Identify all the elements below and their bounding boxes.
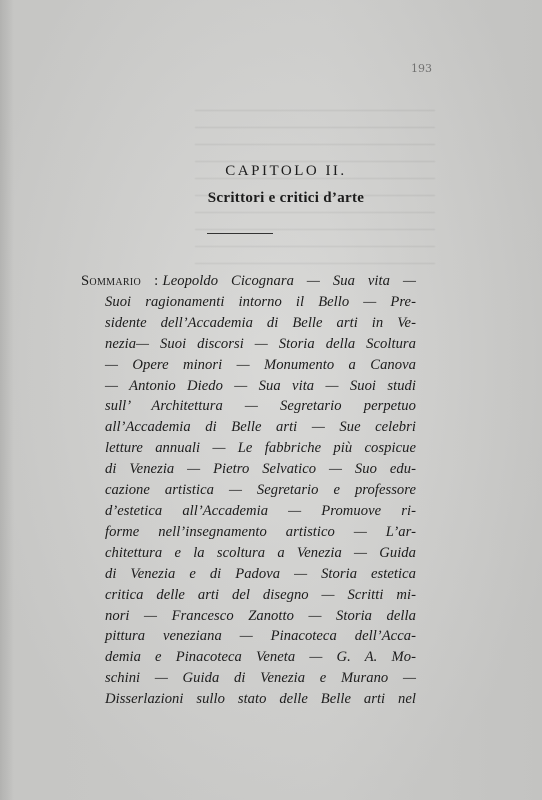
summary-line: Disserlazioni sullo stato delle Belle arti nel (105, 691, 416, 708)
summary-line: demia e Pinacoteca Veneta — G. A. Mo- (105, 649, 416, 666)
summary-line: forme nell’insegnamento artistico — L’ar- (105, 523, 416, 540)
summary-line: di Venezia e di Padova — Storia estetica (105, 565, 416, 582)
title-rule (207, 233, 273, 234)
summary-line (81, 271, 416, 292)
summary-line: nori — Francesco Zanotto — Storia della (105, 607, 416, 624)
summary-line-text: Leopoldo Cicognara — Sua vita — (162, 273, 416, 289)
summary-line: nezia— Suoi discorsi — Storia della Scoltura (105, 335, 416, 352)
summary-line: pittura veneziana — Pinacoteca dell’Acca- (105, 628, 416, 645)
chapter-title: CAPITOLO II. (225, 163, 347, 179)
summary-line: sull’ Architettura — Segretario perpetuo (105, 398, 416, 415)
chapter-subtitle: Scrittori e critici d’arte (207, 190, 365, 206)
page-number: 193 (411, 62, 432, 75)
summary-line: sidente dell’Accademia di Belle arti in Ve- (105, 314, 416, 331)
summary-label: Sommario : (81, 273, 159, 289)
summary-line: all’Accademia di Belle arti — Sue celebri (105, 419, 416, 436)
summary-line: critica delle arti del disegno — Scritti mi- (105, 586, 416, 603)
summary-line: schini — Guida di Venezia e Murano — (105, 670, 416, 687)
summary-line: cazione artistica — Segretario e professore (105, 482, 416, 499)
summary-line: Suoi ragionamenti intorno il Bello — Pre- (105, 293, 416, 310)
summary-line: chitettura e la scoltura a Venezia — Guida (105, 544, 416, 561)
summary-line: letture annuali — Le fabbriche più cospicue (105, 440, 416, 457)
summary-line: — Opere minori — Monumento a Canova (105, 356, 416, 373)
summary-line: d’estetica all’Accademia — Promuove ri- (105, 502, 416, 519)
summary-line: — Antonio Diedo — Sua vita — Suoi studi (105, 377, 416, 394)
chapter-summary (81, 271, 416, 710)
summary-line: di Venezia — Pietro Selvatico — Suo edu- (105, 461, 416, 478)
